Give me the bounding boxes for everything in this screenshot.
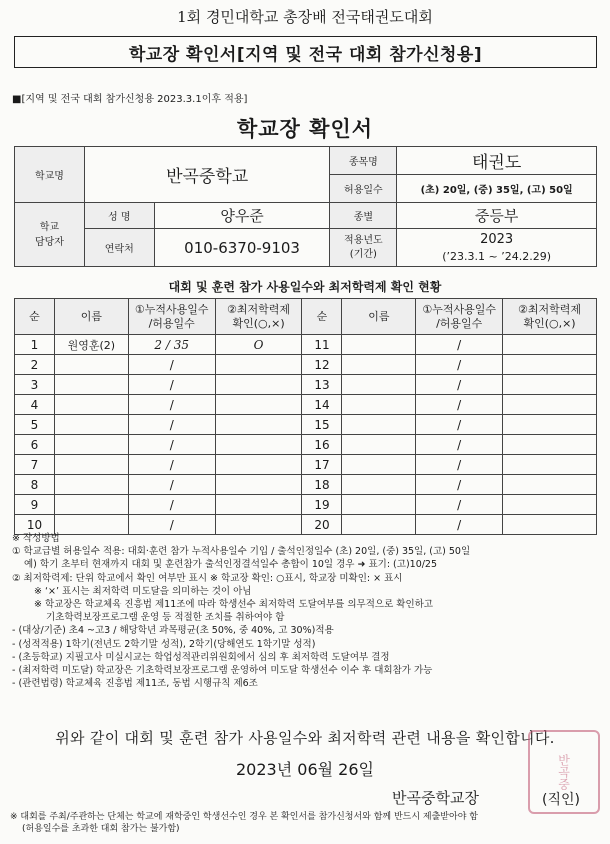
document-title: 학교장 확인서[지역 및 전국 대회 참가신청용]: [14, 36, 597, 68]
cell-name: [342, 495, 416, 515]
cell-days: /: [128, 395, 215, 415]
note-line: ※ 학교장은 학교체육 진흥법 제11조에 따라 학생선수 최저학력 도달여부를 의무적으로 확인하고: [34, 599, 433, 611]
cell-check: [215, 495, 302, 515]
cell-check: [215, 415, 302, 435]
header-name-right: 이름: [342, 299, 416, 335]
cell-no: 20: [302, 515, 342, 535]
category-value: 중등부: [397, 203, 597, 229]
cell-check: [503, 435, 597, 455]
footnote: [10, 811, 605, 835]
table-row: [15, 475, 597, 495]
cell-check: [503, 415, 597, 435]
cell-days: /: [416, 455, 503, 475]
cell-name: 원영훈(2): [54, 335, 128, 355]
school-info-table: [14, 146, 597, 267]
note-line: ② 최저학력제: 단위 학교에서 확인 여부만 표시 ※ 학교장 확인: ○표시, 학교장 미확인: × 표시: [12, 572, 403, 584]
footnote-line: ※ 대회를 주최/주관하는 단체는 학교에 재학중인 학생선수인 경우 본 확인서를 참가신청서와 함께 반드시 제출받아야 함: [10, 812, 478, 822]
category-label: 종별: [330, 203, 397, 229]
header-days-line1-right: ①누적사용일수: [422, 302, 496, 316]
table-row: [15, 375, 597, 395]
cell-no: 17: [302, 455, 342, 475]
cell-days: /: [416, 515, 503, 535]
table-row: [15, 395, 597, 415]
event-value: 태권도: [397, 147, 597, 175]
cell-no: 8: [15, 475, 55, 495]
usage-table-body: [15, 335, 597, 535]
usage-table: [14, 298, 597, 535]
usage-section-title: 대회 및 훈련 참가 사용일수와 최저학력제 확인 현황: [168, 280, 442, 294]
cell-days: /: [128, 475, 215, 495]
confirmation-statement: 위와 같이 대회 및 훈련 참가 사용일수와 최저학력 관련 내용을 확인합니다.: [55, 729, 555, 747]
cell-check: [503, 375, 597, 395]
cell-check: [215, 475, 302, 495]
note-line: ※ 작성방법: [12, 533, 60, 544]
cell-no: 13: [302, 375, 342, 395]
cell-days: /: [416, 495, 503, 515]
cell-no: 19: [302, 495, 342, 515]
cell-days: /: [416, 435, 503, 455]
cell-no: 16: [302, 435, 342, 455]
cell-name: [54, 375, 128, 395]
header-days-line1: ①누적사용일수: [134, 302, 209, 316]
cell-no: 10: [15, 515, 55, 535]
cell-no: 12: [302, 355, 342, 375]
cell-days: /: [128, 415, 215, 435]
table-row: [15, 435, 597, 455]
table-row: [15, 415, 597, 435]
cell-check: [503, 495, 597, 515]
note-line: - (초등학교) 지필고사 미실시교는 학업성적관리위원회에서 심의 후 최저학력 도달여부 결정: [12, 651, 390, 663]
cell-days: /: [128, 375, 215, 395]
school-principal: 반곡중학교장: [392, 789, 479, 807]
period-value: (’23.3.1 ~ ’24.2.29): [442, 249, 552, 263]
school-name-value: 반곡중학교: [84, 147, 330, 203]
header-no-right: 순: [302, 299, 342, 335]
cell-check: O: [215, 335, 302, 355]
cell-days: /: [128, 455, 215, 475]
cell-no: 5: [15, 415, 55, 435]
note-line: ※ ‘×’ 표시는 최저학력 미도달을 의미하는 것이 아님: [34, 585, 252, 597]
contact-value: 010-6370-9103: [154, 229, 330, 267]
year-value: 2023: [480, 231, 514, 247]
cell-days: /: [128, 435, 215, 455]
manager-name-label: 성 명: [84, 203, 154, 229]
cell-name: [54, 415, 128, 435]
cell-days: /: [128, 515, 215, 535]
cell-check: [503, 335, 597, 355]
cell-no: 11: [302, 335, 342, 355]
cell-name: [342, 435, 416, 455]
header-check-line2: 확인(○,×): [232, 316, 285, 330]
allowed-days-label: 허용일수: [330, 175, 397, 203]
cell-name: [54, 435, 128, 455]
cell-no: 14: [302, 395, 342, 415]
cell-name: [342, 475, 416, 495]
table-row: [15, 355, 597, 375]
cell-name: [342, 335, 416, 355]
cell-name: [54, 355, 128, 375]
cell-check: [503, 395, 597, 415]
header-title: 1회 경민대학교 총장배 전국태권도대회: [177, 8, 433, 26]
header-check-line2-right: 확인(○,×): [523, 316, 576, 330]
cell-check: [503, 455, 597, 475]
header-days-line2-right: /허용일수: [436, 316, 483, 330]
cell-check: [503, 355, 597, 375]
cell-days: /: [128, 355, 215, 375]
footnote-line: (허용일수를 초과한 대회 참가는 불가함): [22, 824, 180, 834]
instructions: [12, 532, 602, 690]
seal-label: (직인): [542, 792, 580, 808]
cell-no: 1: [15, 335, 55, 355]
allowed-days-value: (초) 20일, (중) 35일, (고) 50일: [397, 175, 597, 203]
note-line: - (최저학력 미도달) 학교장은 기초학력보장프로그램 운영하여 미도달 학생선수 이수 후 대회참가 가능: [12, 665, 433, 677]
cell-name: [54, 395, 128, 415]
application-note: ■[지역 및 전국 대회 참가신청용 2023.3.1이후 적용]: [12, 94, 248, 105]
cell-days: /: [416, 375, 503, 395]
header-no: 순: [15, 299, 55, 335]
cell-days: /: [416, 355, 503, 375]
cell-name: [342, 415, 416, 435]
table-row: [15, 335, 597, 355]
header-check-line1-right: ②최저학력제: [518, 302, 582, 316]
cell-no: 6: [15, 435, 55, 455]
cell-name: [54, 455, 128, 475]
cell-check: [503, 475, 597, 495]
header-name: 이름: [54, 299, 128, 335]
cell-name: [342, 355, 416, 375]
cell-no: 15: [302, 415, 342, 435]
form-title: 학교장 확인서: [236, 117, 374, 141]
cell-no: 4: [15, 395, 55, 415]
cell-name: [342, 395, 416, 415]
cell-check: [215, 355, 302, 375]
cell-no: 3: [15, 375, 55, 395]
manager-label: 학교 담당자: [15, 203, 85, 267]
cell-days: /: [416, 395, 503, 415]
cell-days: /: [416, 415, 503, 435]
cell-name: [342, 455, 416, 475]
confirmation-date: 2023년 06월 26일: [236, 760, 374, 779]
event-label: 종목명: [330, 147, 397, 175]
cell-days: /: [128, 495, 215, 515]
year-label: 적용년도 (기간): [330, 229, 397, 267]
cell-check: [215, 435, 302, 455]
note-line: ① 학교급별 허용일수 적용: 대회·훈련 참가 누적사용일수 기입 / 출석인정일수 (초) 20일, (중) 35일, (고) 50일: [12, 546, 471, 558]
cell-no: 7: [15, 455, 55, 475]
cell-check: [215, 395, 302, 415]
school-seal-stamp: 반곡중: [528, 730, 600, 814]
note-line: - (대상/기준) 초4 ~고3 / 해당학년 과목평균(초 50%, 중 40%, 고 30%)적용: [12, 625, 334, 637]
table-row: [15, 495, 597, 515]
table-row: [15, 455, 597, 475]
school-name-label: 학교명: [15, 147, 85, 203]
cell-check: [215, 455, 302, 475]
cell-check: [215, 375, 302, 395]
cell-name: [54, 495, 128, 515]
note-line: - (성적적용) 1학기(전년도 2학기말 성적), 2학기(당해연도 1학기말 성적): [12, 638, 316, 650]
cell-days: /: [416, 475, 503, 495]
cell-days: 2 / 35: [128, 335, 215, 355]
cell-days: /: [416, 335, 503, 355]
manager-name-value: 양우준: [154, 203, 330, 229]
header-check-line1: ②최저학력제: [227, 302, 291, 316]
cell-name: [342, 375, 416, 395]
note-line: 기초학력보장프로그램 운영 등 적절한 조치를 취하여야 함: [46, 612, 285, 624]
cell-name: [54, 475, 128, 495]
contact-label: 연락처: [84, 229, 154, 267]
cell-no: 18: [302, 475, 342, 495]
note-line: 예) 학기 초부터 현재까지 대회 및 훈련참가 출석인정결석일수 총합이 10일 경우 ➜ 표기: (고)10/25: [24, 559, 438, 571]
note-line: - (관련법령) 학교체육 진흥법 제11조, 동법 시행규칙 제6조: [12, 678, 258, 690]
cell-no: 9: [15, 495, 55, 515]
header-days-line2: /허용일수: [148, 316, 195, 330]
cell-no: 2: [15, 355, 55, 375]
